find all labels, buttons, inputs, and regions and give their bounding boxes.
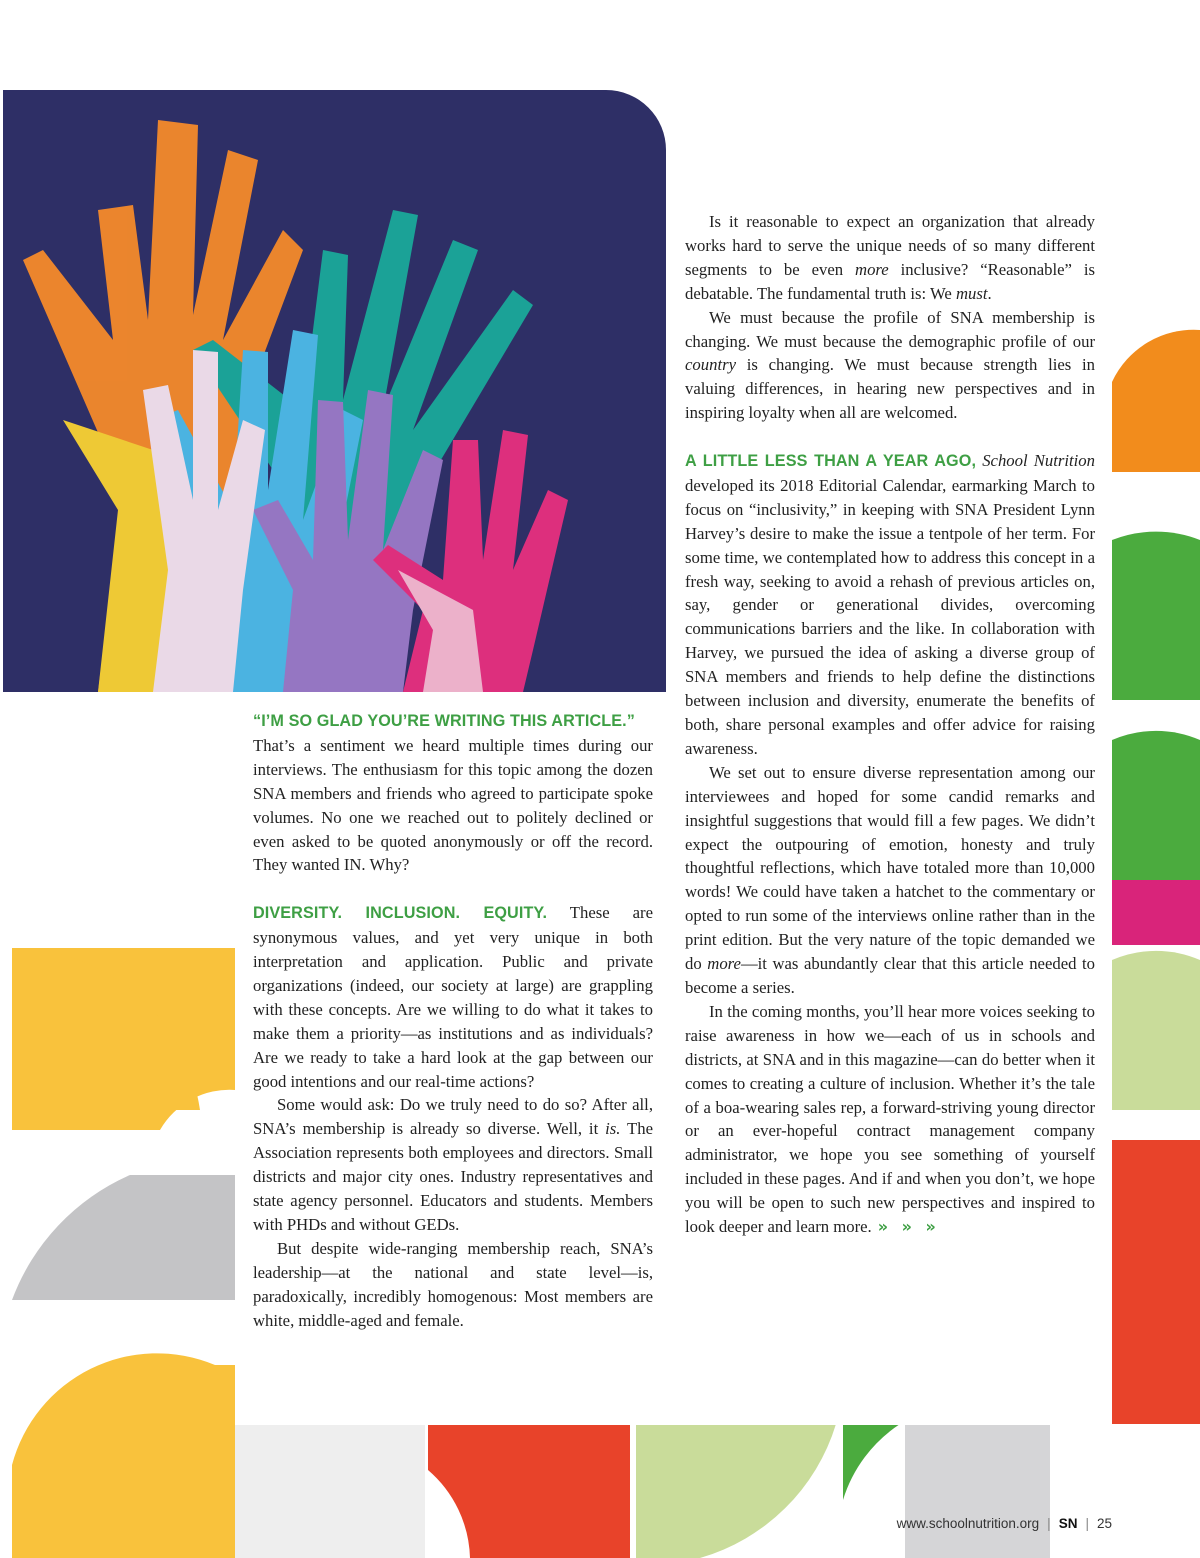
paragraph <box>253 901 653 1093</box>
paragraph-text: Some would ask: Do we truly need to do so? After all, SNA’s membership is already so diverse. Well, it <box>253 1095 653 1139</box>
emphasis: more <box>707 954 741 974</box>
emphasis: is. <box>605 1119 621 1139</box>
footer-separator: | <box>1085 1516 1089 1531</box>
emphasis: must <box>955 283 988 303</box>
paragraph-text: is changing. We must because strength lies in valuing differences, in hearing new perspectives and in inspiring loyalty when all are welcomed. <box>685 355 1095 423</box>
end-arrows-icon: » » » <box>877 1217 940 1237</box>
paragraph-text: The Association represents both employees and directors. Small districts and major city ones. Industry representatives and state agency personnel. Educators and students. Members with PHDs and without GEDs. <box>253 1119 653 1235</box>
paragraph-text: We must because the profile of SNA membership is changing. We must because the demographic profile of our <box>685 307 1095 351</box>
paragraph <box>253 710 653 877</box>
paragraph-text: These are synonymous values, and yet very unique in both interpretation and application. Public and private organizations (indeed, our society at large) are grappling with these concepts. Are we willing to do what it takes to make them a priority—as institutions and as individuals? Are we ready to take a hard look at the gap between our good intentions and our real-time actions? <box>253 903 653 1091</box>
website-url: www.schoolnutrition.org <box>896 1516 1040 1531</box>
paragraph <box>685 449 1095 761</box>
footer-separator: | <box>1047 1516 1051 1531</box>
hero-illustration <box>3 90 666 692</box>
right-column <box>685 210 1095 1239</box>
page-footer <box>897 1516 1112 1531</box>
paragraph-text: —it was abundantly clear that this article needed to become a series. <box>685 954 1096 997</box>
paragraph <box>685 210 1095 306</box>
paragraph-text: . <box>987 283 992 303</box>
left-column <box>253 710 653 1333</box>
paragraph <box>253 1237 653 1333</box>
paragraph <box>685 1000 1095 1239</box>
paragraph-text: Is it reasonable to expect an organization that already works hard to serve the unique needs of so many different segments to be even <box>685 212 1095 279</box>
emphasis: more <box>855 259 889 279</box>
paragraph <box>253 1093 653 1236</box>
raised-hands-illustration-icon <box>3 90 666 692</box>
paragraph <box>685 306 1095 426</box>
paragraph-text: In the coming months, you’ll hear more voices seeking to raise awareness in how we—each of us in schools and districts, at SNA and in this magazine—can do better when it comes to creating a culture of inclusion. Whether it’s the tale of a boa-wearing sales rep, a forward-striving young director or an ever-hopeful contract management company administrator, we hope you see something of yourself included in these pages. And if and when you don’t, we hope you will be open to such new perspectives and inspired to look deeper and learn more. <box>685 1001 1095 1237</box>
emphasis: School Nutrition <box>976 451 1095 471</box>
lead-in-quote: “I’M SO GLAD YOU’RE WRITING THIS ARTICLE.” <box>253 712 635 730</box>
paragraph-text: We set out to ensure diverse representation among our interviewees and hoped for some candid remarks and insightful suggestions that would fill a few pages. We didn’t expect the outpouring of emotion, honesty and truly thoughtful reflections, which have totaled more than 10,000 words! We could have taken a hatchet to the commentary or opted to run some of the interviews online rather than in the print edition. But the very nature of the topic demanded we do <box>685 762 1095 974</box>
paragraph-text: developed its 2018 Editorial Calendar, earmarking March to focus on “inclusivity,” in keeping with SNA President Lynn Harvey’s desire to make the issue a tentpole of her term. For some time, we contemplated how to address this concept in a fresh way, seeking to avoid a rehash of previous articles on, say, gender or generational divides, overcoming communications barriers and the like. In collaboration with Harvey, we pursued the idea of asking a diverse group of SNA members and friends to help define the distinctions between inclusion and diversity, enumerate the benefits of both, share personal examples and offer advice for raising awareness. <box>685 475 1095 758</box>
lead-in-heading: DIVERSITY. INCLUSION. EQUITY. <box>253 904 548 923</box>
page-number: 25 <box>1096 1516 1112 1531</box>
paragraph <box>685 761 1095 1000</box>
paragraph-text: inclusive? “Reasonable” is debatable. The fundamental truth is: We <box>685 259 1095 303</box>
emphasis: country <box>685 355 736 375</box>
lead-in-heading: A LITTLE LESS THAN A YEAR AGO, <box>685 452 977 471</box>
paragraph-text: That’s a sentiment we heard multiple times during our interviews. The enthusiasm for this topic among the dozen SNA members and friends who agreed to participate spoke volumes. No one we reached out to politely declined or even asked to be quoted anonymously or off the record. They wanted IN. Why? <box>253 735 653 875</box>
paragraph-text: But despite wide-ranging membership reach, SNA’s leadership—at the national and state level—is, paradoxically, incredibly homogenous: Most members are white, middle-aged and female. <box>253 1238 653 1330</box>
magazine-name: SN <box>1058 1516 1078 1531</box>
